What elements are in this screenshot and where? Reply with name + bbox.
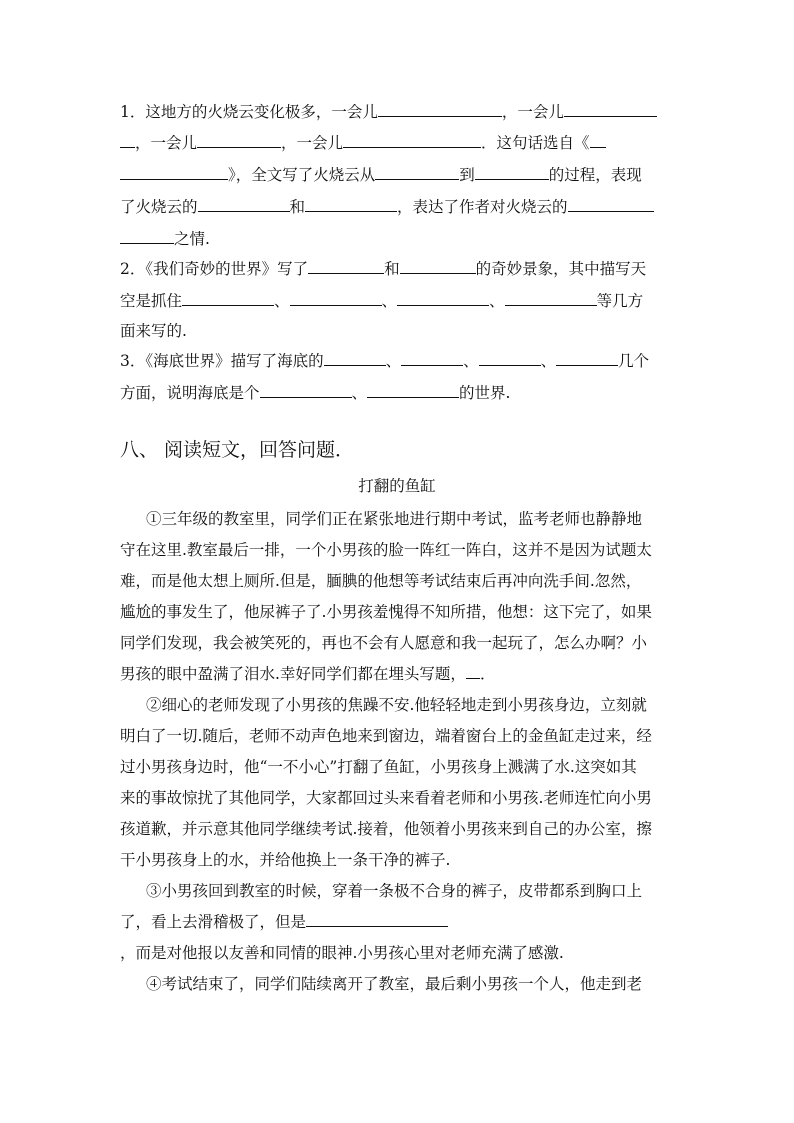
paragraph-3-line-1: ③小男孩回到教室的时候，穿着一条极不合身的裤子，皮带都系到胸口上 bbox=[146, 882, 643, 900]
q1-text: ，一会儿 bbox=[501, 103, 564, 121]
answer-blank[interactable] bbox=[479, 351, 541, 366]
q3-text: 几个 bbox=[618, 352, 650, 370]
answer-blank[interactable] bbox=[324, 351, 386, 366]
q1-text: ．这句话选自《 bbox=[481, 134, 590, 152]
answer-blank[interactable] bbox=[568, 197, 654, 212]
answer-blank[interactable] bbox=[590, 133, 606, 148]
paragraph-2-line-3: 过小男孩身边时，他“一不小心”打翻了鱼缸，小男孩身上溅满了水.这突如其 bbox=[120, 758, 637, 776]
q2-text: 2．《我们奇妙的世界》写了 bbox=[120, 260, 309, 278]
q1-text: 的过程，表现 bbox=[548, 166, 642, 184]
q3-text: 方面，说明海底是个 bbox=[120, 384, 260, 402]
q3-line-1 bbox=[120, 350, 649, 372]
q1-line-2 bbox=[120, 132, 606, 154]
paragraph-text: 男孩的眼中盈满了泪水.幸好同学们都在埋头写题， bbox=[120, 665, 466, 683]
q1-text: 和 bbox=[289, 198, 306, 216]
answer-blank[interactable] bbox=[198, 197, 290, 212]
answer-blank[interactable] bbox=[505, 291, 597, 306]
q3-text: 、 bbox=[463, 352, 479, 370]
paragraph-1-line-4: 尴尬的事发生了，他尿裤子了.小男孩羞愧得不知所措，他想：这下完了，如果 bbox=[120, 603, 652, 621]
q1-text: 1．这地方的火烧云变化极多，一会儿 bbox=[120, 103, 378, 121]
answer-blank[interactable] bbox=[556, 351, 618, 366]
q3-text: 的世界. bbox=[459, 384, 511, 402]
q3-text: 3．《海底世界》描写了海底的 bbox=[120, 352, 324, 370]
q1-text: 了火烧云的 bbox=[120, 198, 198, 216]
answer-blank[interactable] bbox=[182, 291, 274, 306]
paragraph-3-line-2 bbox=[120, 911, 448, 933]
q1-text: ，表达了作者对火烧云的 bbox=[397, 198, 568, 216]
q1-line-1 bbox=[120, 101, 657, 123]
paragraph-3-line-3: ，而是对他报以友善和同情的眼神.小男孩心里对老师充满了感激. bbox=[120, 944, 564, 962]
q2-text: 空是抓住 bbox=[120, 292, 183, 310]
q2-text: 、 bbox=[381, 292, 398, 310]
answer-blank[interactable] bbox=[401, 351, 463, 366]
answer-blank[interactable] bbox=[397, 291, 489, 306]
q3-line-2 bbox=[120, 382, 510, 404]
q2-line-3 bbox=[120, 320, 187, 342]
q1-text: 之情. bbox=[174, 230, 210, 248]
q1-line-3 bbox=[120, 164, 642, 186]
passage-title: 打翻的鱼缸 bbox=[358, 477, 436, 495]
answer-blank[interactable] bbox=[475, 165, 549, 180]
q2-line-1 bbox=[120, 258, 646, 280]
answer-blank[interactable] bbox=[306, 912, 448, 927]
answer-blank[interactable] bbox=[120, 229, 174, 244]
paragraph-2-line-6: 干小男孩身上的水，并给他换上一条干净的裤子. bbox=[120, 851, 451, 869]
answer-blank[interactable] bbox=[367, 383, 459, 398]
paragraph-2-line-5: 孩道歉，并示意其他同学继续考试.接着，他领着小男孩来到自己的办公室，擦 bbox=[120, 820, 652, 838]
answer-blank[interactable] bbox=[120, 133, 135, 148]
answer-blank[interactable] bbox=[308, 259, 384, 274]
q1-text: ，一会儿 bbox=[281, 134, 344, 152]
q2-text: 、 bbox=[489, 292, 505, 310]
answer-blank[interactable] bbox=[197, 133, 281, 148]
answer-blank[interactable] bbox=[400, 259, 476, 274]
paragraph-2-line-2: 明白了一切.随后，老师不动声色地来到窗边，端着窗台上的金鱼缸走过来，经 bbox=[120, 727, 652, 745]
answer-blank[interactable] bbox=[564, 102, 657, 117]
q2-line-2 bbox=[120, 290, 643, 312]
answer-blank[interactable] bbox=[466, 664, 480, 679]
answer-blank[interactable] bbox=[378, 102, 502, 117]
q3-text: 、 bbox=[351, 384, 368, 402]
q1-text: 到 bbox=[459, 166, 475, 184]
paragraph-2-line-4: 来的事故惊扰了其他同学，大家都回过头来看着老师和小男孩.老师连忙向小男 bbox=[120, 789, 652, 807]
q2-text: 、 bbox=[274, 292, 290, 310]
paragraph-1-line-6 bbox=[120, 663, 495, 685]
paragraph-text: ． bbox=[479, 665, 496, 683]
answer-blank[interactable] bbox=[343, 133, 481, 148]
paragraph-1-line-2: 守在这里.教室最后一排，一个小男孩的脸一阵红一阵白，这并不是因为试题太 bbox=[120, 541, 652, 559]
paragraph-2-line-1: ②细心的老师发现了小男孩的焦躁不安.他轻轻地走到小男孩身边，立刻就 bbox=[146, 696, 647, 714]
q1-line-4 bbox=[120, 196, 654, 218]
answer-blank[interactable] bbox=[120, 165, 228, 180]
answer-blank[interactable] bbox=[290, 291, 382, 306]
q3-text: 、 bbox=[385, 352, 402, 370]
paragraph-1-line-1: ①三年级的教室里，同学们正在紧张地进行期中考试，监考老师也静静地 bbox=[146, 510, 643, 528]
paragraph-1-line-3: 难，而是他太想上厕所.但是，腼腆的他想等考试结束后再冲向洗手间.忽然， bbox=[120, 572, 642, 590]
paragraph-4-line-1: ④考试结束了，同学们陆续离开了教室，最后剩小男孩一个人，他走到老 bbox=[146, 975, 643, 993]
q1-text: ，一会儿 bbox=[135, 134, 198, 152]
q2-text: 等几方 bbox=[596, 292, 644, 310]
q2-text: 的奇妙景象，其中描写天 bbox=[475, 260, 647, 278]
q3-text: 、 bbox=[540, 352, 557, 370]
answer-blank[interactable] bbox=[305, 197, 397, 212]
answer-blank[interactable] bbox=[260, 383, 352, 398]
paragraph-1-line-5: 同学们发现，我会被笑死的，再也不会有人愿意和我一起玩了，怎么办啊？小 bbox=[120, 634, 648, 652]
q2-text: 和 bbox=[384, 260, 400, 278]
answer-blank[interactable] bbox=[375, 165, 459, 180]
section-heading: 八、 阅读短文，回答问题． bbox=[120, 439, 355, 461]
paragraph-text: 了，看上去滑稽极了，但是 bbox=[120, 913, 307, 931]
q2-text: 面来写的. bbox=[120, 322, 187, 340]
q1-text: 》，全文写了火烧云从 bbox=[228, 166, 376, 184]
q1-line-5 bbox=[120, 228, 210, 250]
